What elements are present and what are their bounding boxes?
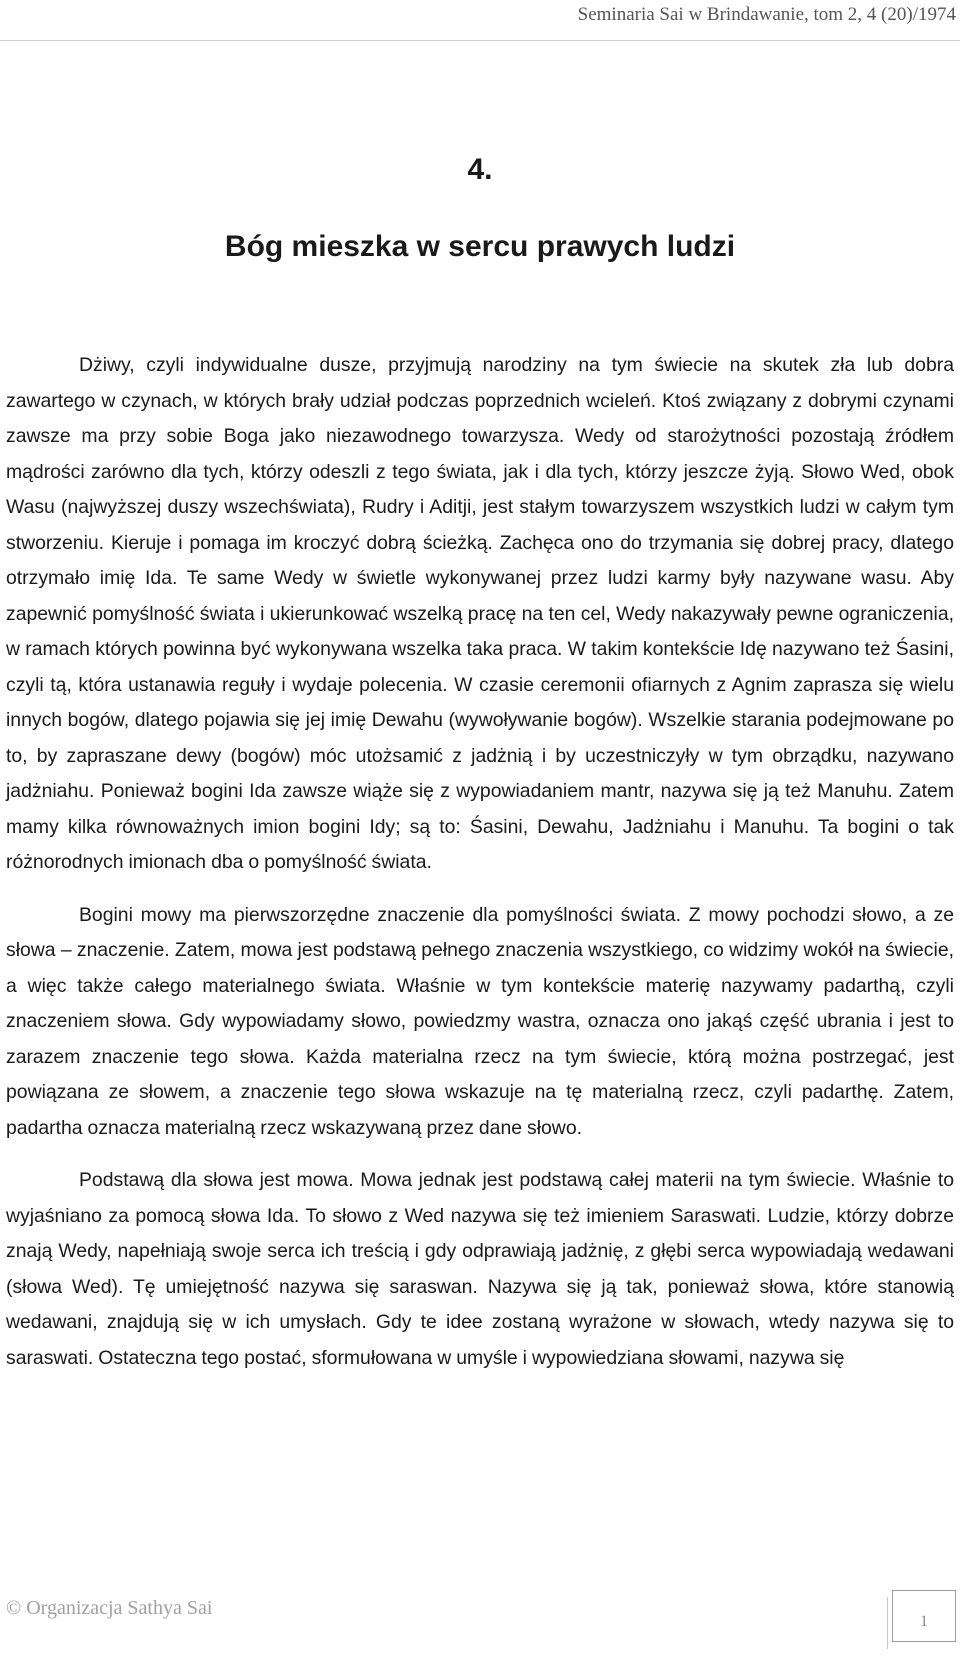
paragraph: Dżiwy, czyli indywidualne dusze, przyjmują narodziny na tym świecie na skutek zła lub dobra zawartego w czynach, w których brały udział podczas poprzednich wcieleń. Ktoś związany z dobrymi czynami zawsze ma przy sobie Boga jako niezawodnego towarzysza. Wedy od starożytności pozostają źródłem mądrości zarówno dla tych, którzy odeszli z tego świata, jak i dla tych, którzy jeszcze żyją. Słowo Wed, obok Wasu (najwyższej duszy wszechświata), Rudry i Aditji, jest stałym towarzyszem wszystkich ludzi w całym tym stworzeniu. Kieruje i pomaga im kroczyć dobrą ścieżką. Zachęca ono do trzymania się dobrej pracy, dlatego otrzymało imię Ida. Te same Wedy w świetle wykonywanej przez ludzi karmy były nazywane wasu. Aby zapewnić pomyślność świata i ukierunkować wszelką pracę na ten cel, Wedy nakazywały pewne ograniczenia, w ramach których powinna być wykonywana wszelka taka praca. W takim kontekście Idę nazywano też Śasini, czyli tą, która ustanawia reguły i wydaje polecenia. W czasie ceremonii ofiarnych z Agnim zaprasza się wielu innych bogów, dlatego pojawia się jej imię Dewahu (wywoływanie bogów). Wszelkie starania podejmowane po to, by zapraszane dewy (bogów) móc utożsamić z jadżnią i by uczestniczyły w tym obrządku, nazywano jadżniahu. Ponieważ bogini Ida zawsze wiąże się z wypowiadaniem mantr, nazywa się ją też Manuhu. Zatem mamy kilka równoważnych imion bogini Idy; są to: Śasini, Dewahu, Jadżniahu i Manuhu. Ta bogini o tak różnorodnych imionach dba o pomyślność świata. xyxy=(6,354,954,873)
footer-copyright: © Organizacja Sathya Sai xyxy=(6,1597,213,1619)
header-rule xyxy=(0,40,960,41)
page-number-box xyxy=(892,1590,956,1642)
paragraph: Bogini mowy ma pierwszorzędne znaczenie dla pomyślności świata. Z mowy pochodzi słowo, a ze słowa – znaczenie. Zatem, mowa jest podstawą pełnego znaczenia wszystkiego, co widzimy wokół na świecie, a więc także całego materialnego świata. Właśnie w tym kontekście materię nazywamy padarthą, czyli znaczeniem słowa. Gdy wypowiadamy słowo, powiedzmy wastra, oznacza ono jakąś część ubrania i jest to zarazem znaczenie tego słowa. Każda materialna rzecz na tym świecie, którą można postrzegać, jest powiązana ze słowem, a znaczenie tego słowa wskazuje na tę materialną rzecz, czyli padarthę. Zatem, padartha oznacza materialną rzecz wskazywaną przez dane słowo. xyxy=(6,903,954,1139)
body-text xyxy=(6,348,954,1393)
chapter-number: 4. xyxy=(467,153,493,186)
running-header: Seminaria Sai w Brindawanie, tom 2, 4 (20)/1974 xyxy=(577,4,956,25)
page-number: 1 xyxy=(920,1613,928,1630)
paragraph: Podstawą dla słowa jest mowa. Mowa jednak jest podstawą całej materii na tym świecie. Właśnie to wyjaśniano za pomocą słowa Ida. To słowo z Wed nazywa się też imieniem Saraswati. Ludzie, którzy dobrze znają Wedy, napełniają swoje serca ich treścią i gdy odprawiają jadżnię, z głębi serca wypowiadają wedawani (słowa Wed). Tę umiejętność nazywa się saraswan. Nazywa się ją tak, ponieważ słowa, które stanowią wedawani, znajdują się w ich umysłach. Gdy te idee zostaną wyrażone w słowach, wtedy nazywa się to saraswati. Ostateczna tego postać, sformułowana w umyśle i wypowiedziana słowami, nazywa się xyxy=(6,1169,954,1369)
chapter-title: Bóg mieszka w sercu prawych ludzi xyxy=(224,230,736,263)
